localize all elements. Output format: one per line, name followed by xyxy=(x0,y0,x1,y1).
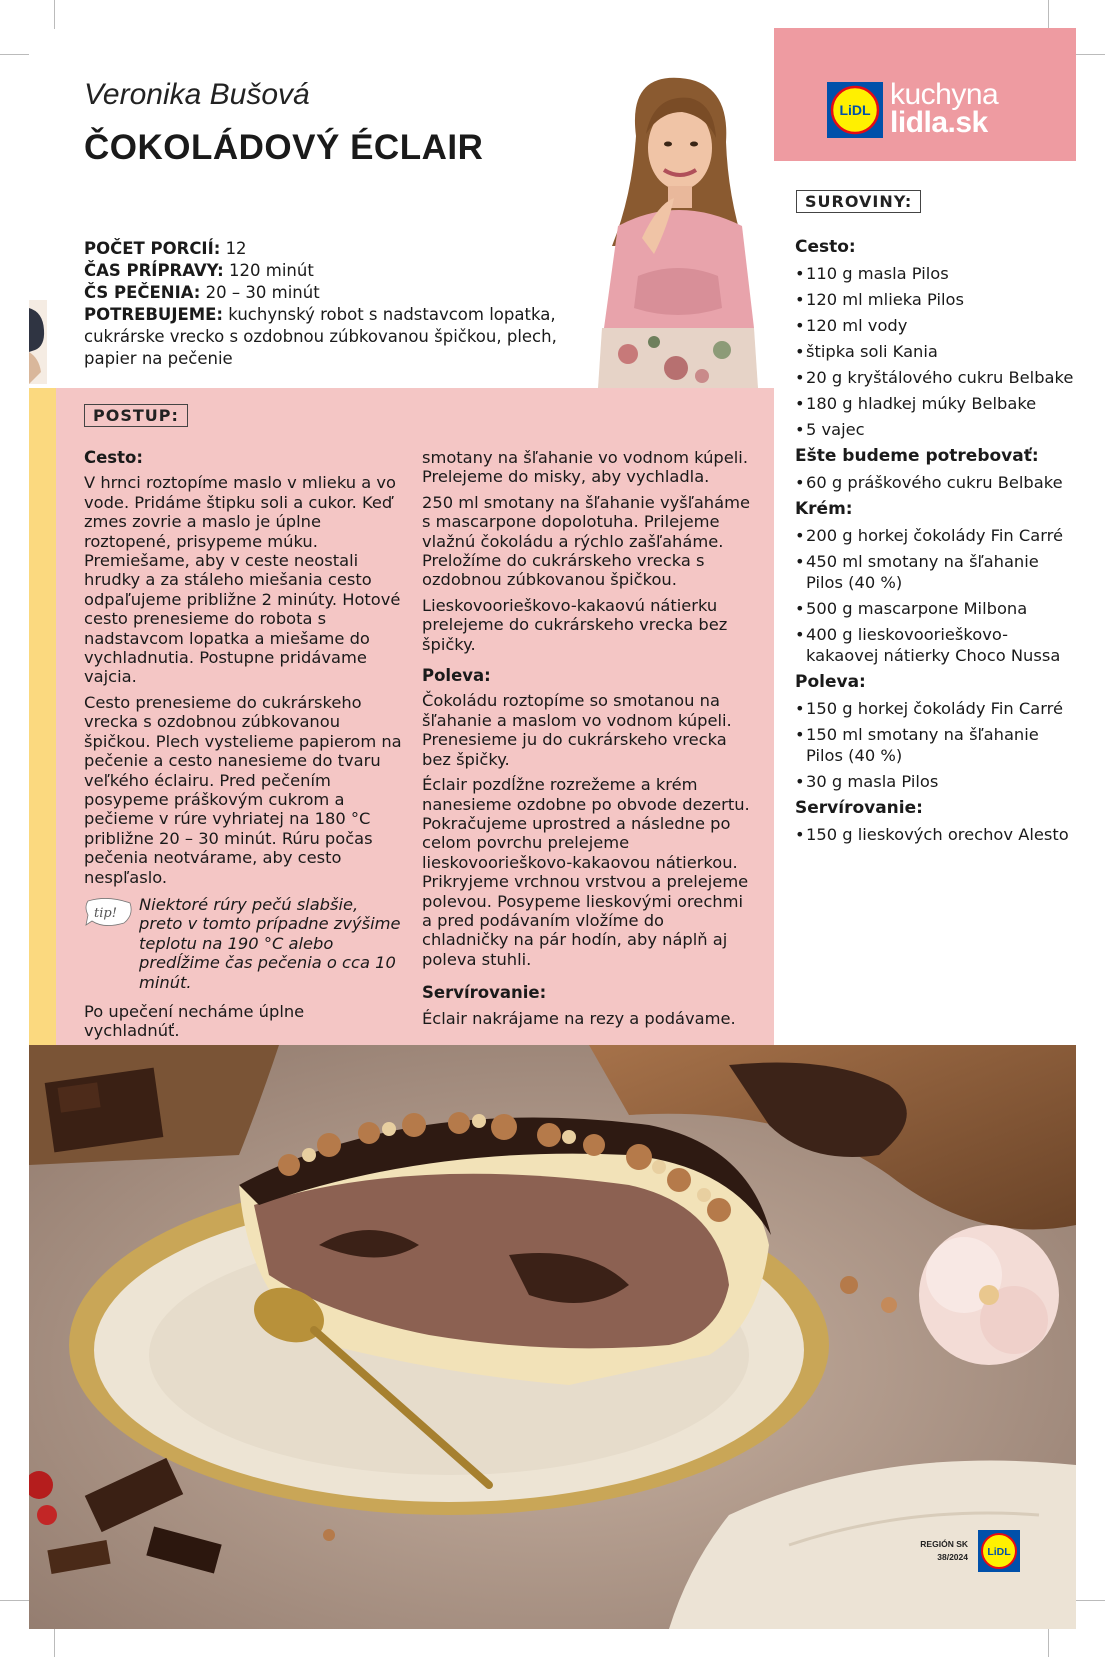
ingredient-group-heading: Krém: xyxy=(795,499,853,519)
cream-step-1-end: smotany na šľahanie vo vodnom kúpeli. Prelejeme do misky, aby vychladla. xyxy=(422,448,748,487)
crop-mark xyxy=(54,1628,55,1657)
ingredient-item: • 150 ml smotany na šľahanie Pilos (40 %) xyxy=(795,724,1075,766)
method-column-left xyxy=(84,448,404,1123)
servings-line: POČET PORCIÍ: 12 xyxy=(84,239,247,258)
recipe-meta xyxy=(84,238,584,370)
cream-step-2: 250 ml smotany na šľahanie vyšľaháme s mascarpone dopolotuha. Prilejeme vlažnú čokoládu a rýchlo zašľaháme. Preložíme do cukrárskeho vrecka s ozdobnou zúbkovanou špičkou. xyxy=(422,492,750,590)
dough-step-3: Po upečení necháme úplne vychladnúť. xyxy=(84,1001,305,1041)
ingredients-tag: SUROVINY: xyxy=(796,190,921,213)
glaze-step-1: Čokoládu roztopíme so smotanou na šľahanie a maslom vo vodnom kúpeli. Prenesieme ju do cukrárskeho vrecka bez špičky. xyxy=(422,691,732,769)
ingredient-item: • 5 vajec xyxy=(795,419,1075,440)
ingredient-item: • 150 g lieskových orechov Alesto xyxy=(795,824,1075,845)
ingredient-item: • 180 g hladkej múky Belbake xyxy=(795,393,1075,414)
ingredient-item: • 400 g lieskovoorieškovo-kakaovej nátierky Choco Nussa xyxy=(795,624,1075,666)
ingredient-item: • 20 g kryštálového cukru Belbake xyxy=(795,367,1075,388)
lidl-logo-icon xyxy=(827,82,883,138)
lidl-logo-small-text: LiDL xyxy=(987,1546,1011,1558)
chef-portrait xyxy=(598,76,758,388)
crop-mark xyxy=(1048,0,1049,29)
crop-mark xyxy=(0,1600,29,1601)
bake-time-line: ČS PEČENIA: 20 – 30 minút xyxy=(84,283,320,302)
ingredient-item: • štipka soli Kania xyxy=(795,341,1075,362)
method-column-right xyxy=(422,448,752,1034)
glaze-heading: Poleva: xyxy=(422,666,491,686)
crop-mark xyxy=(54,0,55,29)
tip-box xyxy=(84,895,404,992)
prep-time-line: ČAS PRÍPRAVY: 120 minút xyxy=(84,261,314,280)
ingredient-item: • 500 g mascarpone Milbona xyxy=(795,598,1075,619)
equipment-line: POTREBUJEME: kuchynský robot s nadstavcom lopatka, cukrárske vrecko s ozdobnou zúbkovanou špičkou, plech, papier na pečenie xyxy=(84,305,557,368)
glaze-step-2: Éclair pozdĺžne rozrežeme a krém nanesieme ozdobne po obvode dezertu. Pokračujeme uprostred a následne po celom povrchu prelejeme lieskovoorieškovo-kakaovou nátierkou. Prikryjeme vrchnou vrstvou a prelejeme polevou. Posypeme lieskovými orechmi a pred podávaním vložíme do chladničky na pár hodín, aby náplň aj poleva stuhli. xyxy=(422,775,750,969)
tip-mark-label: tip! xyxy=(94,905,117,921)
dough-step-2: Cesto prenesieme do cukrárskeho vrecka s ozdobnou zúbkovanou špičkou. Plech vystelieme papierom na pečenie a cesto nanesieme do tvaru veľkého éclairu. Pred pečením posypeme práškovým cukrom a pečieme v rúre vyhriatej na 180 °C približne 20 – 30 minút. Rúru počas pečenia neotvárame, aby cesto nespľaslo. xyxy=(84,692,402,887)
crop-mark xyxy=(1076,1600,1105,1601)
serving-heading: Servírovanie: xyxy=(422,983,547,1003)
method-accent-bar xyxy=(29,388,56,1045)
cream-step-3: Lieskovoorieškovo-kakaovú nátierku prelejeme do cukrárskeho vrecka bez špičky. xyxy=(422,595,728,654)
ingredient-item: • 150 g horkej čokolády Fin Carré xyxy=(795,698,1075,719)
ingredients-list xyxy=(795,231,1075,850)
lidl-logo-text: LiDL xyxy=(839,102,871,118)
ingredient-group-heading: Poleva: xyxy=(795,672,866,692)
ingredient-group-heading: Servírovanie: xyxy=(795,798,923,818)
tip-icon xyxy=(84,897,134,927)
region-label: REGIÓN SK 38/2024 xyxy=(920,1539,968,1562)
ingredient-item: • 120 ml mlieka Pilos xyxy=(795,289,1075,310)
author-name: Veronika Bušová xyxy=(84,78,310,111)
ingredient-group-heading: Cesto: xyxy=(795,237,856,257)
ingredient-item: • 110 g masla Pilos xyxy=(795,263,1075,284)
ingredient-item: • 200 g horkej čokolády Fin Carré xyxy=(795,525,1075,546)
ingredient-item: • 450 ml smotany na šľahanie Pilos (40 %) xyxy=(795,551,1075,593)
dough-heading: Cesto: xyxy=(84,448,143,467)
dough-step-1: V hrnci roztopíme maslo v mlieku a vo vode. Pridáme štipku soli a cukor. Keď zmes zovrie a maslo je úplne roztopené, prisypeme múku. Premiešame, aby v ceste neostali hrudky a za stáleho miešania cesto odpaľujeme približne 2 minúty. Hotové cesto prenesieme do robota s nadstavcom lopatka a miešame do vychladnutia. Postupne pridávame vajcia. xyxy=(84,473,401,687)
ingredient-item: • 120 ml vody xyxy=(795,315,1075,336)
lidl-logo-small-icon xyxy=(978,1530,1020,1572)
recipe-title: ČOKOLÁDOVÝ ÉCLAIR xyxy=(84,128,484,167)
ingredient-group-heading: Ešte budeme potrebovať: xyxy=(795,446,1039,466)
serving-step-1: Éclair nakrájame na rezy a podávame. xyxy=(422,1008,736,1028)
tip-text: Niektoré rúry pečú slabšie, preto v tomto prípadne zvýšime teplotu na 190 °C alebo predĺžime čas pečenia o cca 10 minút. xyxy=(139,894,401,992)
adjacent-page-edge xyxy=(29,300,47,384)
brand-name-line-2: lidla.sk xyxy=(890,106,988,139)
ingredient-item: • 30 g masla Pilos xyxy=(795,771,1075,792)
crop-mark xyxy=(1076,54,1105,55)
brand-name-line-1: kuchyna xyxy=(890,78,999,111)
ingredient-item: • 60 g práškového cukru Belbake xyxy=(795,472,1075,493)
crop-mark xyxy=(1048,1628,1049,1657)
method-tag: POSTUP: xyxy=(84,404,188,427)
crop-mark xyxy=(0,54,29,55)
